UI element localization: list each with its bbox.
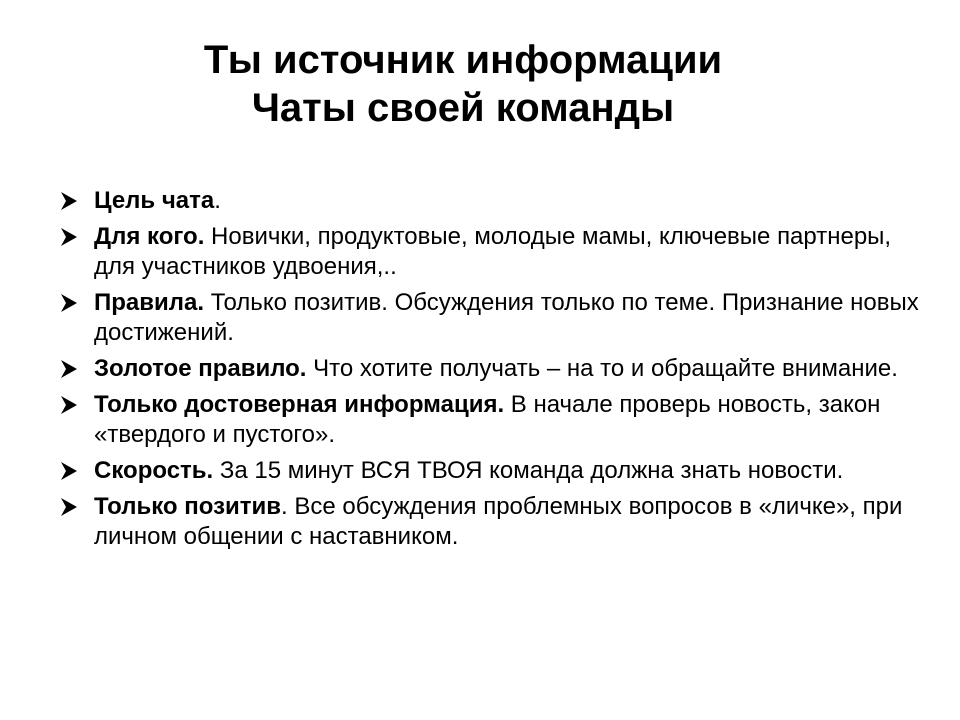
bullet-bold: Золотое правило. [94, 355, 307, 382]
bullet-text: Новички, продуктовые, молодые мамы, ключевые партнеры, для участников удвоения,.. [94, 223, 892, 280]
bullet-bold: Только достоверная информация. [94, 391, 505, 418]
bullet-bold: Только позитив [94, 493, 282, 520]
arrowhead-bullet-icon [60, 292, 78, 314]
bullet-text: Что хотите получать – на то и обращайте внимание. [306, 355, 898, 382]
arrowhead-bullet-icon [60, 226, 78, 248]
bullet-bold: Для кого. [94, 223, 205, 250]
bullet-list [60, 186, 930, 558]
arrowhead-bullet-icon [60, 358, 78, 380]
bullet-item-audience [60, 222, 930, 282]
bullet-bold: Цель чата [94, 187, 215, 214]
title-line-2: Чаты своей команды [251, 86, 675, 130]
bullet-text: . [214, 187, 221, 214]
bullet-text: Только позитив. Обсуждения только по теме. Признание новых достижений. [94, 289, 919, 346]
bullet-item-goal [60, 186, 930, 216]
bullet-item-speed [60, 456, 930, 486]
bullet-text: За 15 минут ВСЯ ТВОЯ команда должна знать новости. [213, 457, 844, 484]
bullet-bold: Скорость. [94, 457, 214, 484]
arrowhead-bullet-icon [60, 394, 78, 416]
bullet-text: . Все обсуждения проблемных вопросов в «личке», при личном общении с наставником. [94, 493, 903, 550]
bullet-item-positive-only [60, 492, 930, 552]
arrowhead-bullet-icon [60, 460, 78, 482]
bullet-text: В начале проверь новость, закон «твердого и пустого». [94, 391, 881, 448]
bullet-item-reliable-info [60, 390, 930, 450]
bullet-item-golden-rule [60, 354, 930, 384]
bullet-bold: Правила. [94, 289, 205, 316]
arrowhead-bullet-icon [60, 190, 78, 212]
bullet-item-rules [60, 288, 930, 348]
slide-title [0, 36, 926, 132]
arrowhead-bullet-icon [60, 496, 78, 518]
title-line-1: Ты источник информации [203, 38, 723, 82]
